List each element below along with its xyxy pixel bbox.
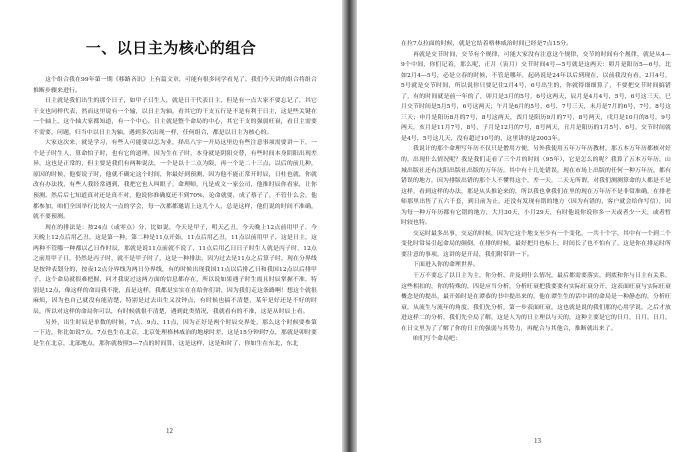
chapter-heading: 一、以日主为核心的组合 [85,39,257,57]
right-page-body [401,39,671,345]
book-gutter-left [342,0,349,452]
body-paragraph: 再就是交节时间，交节有个规律，可能大家没有注意这个规律，交节的时间有个规律，就是从4—9个中间，你们记着，那么呢，正月（寅月）交节时间4号—5号就是这两天：卯月是阳历5—6号，比如2月4—5号，必是立春的时候，不管是哪年，起码说是24年以后到现在，以前我没有看，2月4号，5号就是交节时间，所以说你只要记住2月4号，6号出生的，你就得细细算了，不要把交节时间搞错了，有的时间就是前一年的了，卯月是3月的5号，6号这两天，辰月是4月4号，5号，6号这三天，巳月交节时间是5月5号，6号这两天；午月是6月的5号，6号，7号三天，未月是7月的6号，7号，8号这三天；申月是阳历8月的7号，8号这两天，酉月是阳历9月的7号，8号两天，戌月是10月的8号，9号两天，亥月是11月7号，8号，子月是12月的7号，8号两天，丑月是阳历的1月5号，6号，交节时间就是4号，5号这几天，没有超过10号的，这里讲的是2003年。 [401,51,671,142]
right-page [357,0,694,452]
body-paragraph: 现在的排法是：按24点（或零点）分，比如说，今天是甲子，明天乙丑，今天晚上12点前用甲子，今天晚上12点后用乙丑，这是第一种，第二种是11点开始，11点后用乙丑，11点以前用甲子，这是日主，这两种不管哪一种都以乙日作时辰，那就是说11点前就不说了，11点后用乙日日子时生人就是丙子时，12点之前用甲子日，仍然是丙子时，就不是甲子时了，这是一种排法，因为过去是11点之后算子时，现在分界线是按钟表划分的，按夜12点分界线为两日分界线，有的时候出现我国11点以后排乙日和我国12点以后排甲子，这个命局就很难把握，问才我说过这两方面的信息都存在，所以说如果遇子时生霞且时辰掌握不准，特别是12点，像这样的命局我不批，真是这样，我都是实实在在给你们讲，因为我们走这条路啊！想这个就很麻烦，因为也自己就没有能清楚，特别是过去出生又没钟点，有时候也搞不清楚，某年是好还是不好的时辰，所以对这样的命局你可以，有时候就很不清楚，遇到此类情况，我就看有的不准，这是从时辰上看。 [33,224,317,316]
body-paragraph: 干万不要忘了以日主为主，你分析、并及到什么情况，最后都需要落实，到底和你与日主有关系，这些相扣的，你的特殊的，四是应当分析，分析旺衰把我要要有实际旺衰分开，这表面旺衰与实际旺衰概念是的提出，最开始时是在谭恭的书中提出来的，他在谭生生的话中讲的命局是一种静态的，分析旺衰，从流生与流年的角度，我们先分析，第一步表面旺衰，这也就是说的我们那的心用学说，之后才放进这样二的分析，我们先全局了解，这是人为的日主理以与天的，这种主要是它的日月，日月，日月，在日文里为了了解了你的日主的强弱与其势力，再配合与其他合，推断就出来了。 [401,273,671,332]
page-number-left: 12 [166,427,173,435]
body-paragraph: 咱们写个命局吧： [413,336,461,343]
body-paragraph: 大家这次来，就是学习，有些人可能要以怎为业，择出八字一开局这里边有些注意事项需要讲一下，一个是子时生人，算命怕子时，也有它的道理，因为生在子时，本身就是阴阳交替，有些时间本身阴阳出现差异，这也是正常的，但主要是我们有两种说法，一个是以十二点为限，再一个是二十三点，以后的前几种，原因的时候，他要说子时，他就不确定这个时间，你最好到预测，因为他不能正常开时辰，日柱也就，你就改有办法找，有些人我经常遇到，我把它也人叫眼子，命理师，凡是成文一家公司，他推时辰你看家，让你预测，然后后七知道真对还是真不对，他说你准确度还不到70%，论命就要，成了蔡子了，不管什么会，他都参加，咱们全国举行比较大一点的学会，每一次都都邀请上这儿个人，总是这样，他们说的时间不准确，就不要预测。 [33,140,317,221]
body-paragraph: 在拉7点拉面的时候，就是它结着格林威治时间已经是7点15分。 [401,41,573,47]
body-paragraph: 另外，出生时辰是单数的时候，7点、9点、11点，因为正好是两个时辰交界处，那么这个时候要参第一下边，你比如说7点，7点也生在北京，北京处理格林威治的地球时差，这是15分钟到7点，那就是卯时要是生在北京，北部地点，那你就按照5—7点的时间算，这是这样，这是和时了，你如生在东北，东北 [33,319,317,347]
left-page [0,0,342,452]
page-number-right: 13 [534,437,541,445]
left-page-body [33,75,317,349]
book-gutter-right [349,0,357,452]
body-paragraph: 日主就是我们出生的那个日子，如甲子日生人，就是日干代表日主，但是有一点大家不要忘记了，其它干支也同样代表，然而这里说有一个输，以日主为轴，看其它的干支五行是不是有利于日主，这是些关键在一个轴上，这个轴大家都知道，有一个中心，日主就是整个命局的中心，其它干支的强弱旺衰，看日主需要不需要，问题，归当中以日主为轴，遇到多次出现一样，任何组合，都是以日主为核心的。 [33,98,317,136]
body-paragraph: 下面进入你的命理世界。 [413,262,479,269]
body-paragraph: 交运时最多出事，交运的时候，因为它这个地支至少有一个变化，一共十个字，其中有一个到二个变化时常易引起命局的颠倒，在排的时候，最好把月也标上，时间长了也不怕有了，这是你在排运时所要注意的事项，这讲的是开局，我们附带讲一下。 [401,230,671,258]
body-paragraph: 我说计的那个命理写年历不仅只是僧用方便，另外我使用五年万年历教材，那五本万年历都核对好的，出现什么情况呢？我是我们走看了三个月的时间（95年），它是怎么的呢？我算了五本万年历，山城出版社还有沈阳出版社出版的万年历，其中有十几处错误，现在市场上出版的任何一种万年历，都有错误的地方，因为排版出错的那个人不懂得这个，差一天，二天无所谓，对我们测测算命的人都是不是这样，看到这样的办法，那是从头推论来的，所以我也拿我们在里的现在万年历不是非常准确，在排老师那里出售了五六千套，到日前为止，还没有发现有错的地方（因为有错的，客户就会给你写信），因为每一种万年历都有它错的地方，大月30天，小月29天，有时他说你说你多一天或者少一天，或者暂时较也特。 [401,146,671,227]
body-paragraph: 这个组合我在99年第一期《移路吝讯》上有篇文章，可能有很多同学看见了。我们今天讲的组合将组合推断步骤来进行。 [33,77,317,94]
